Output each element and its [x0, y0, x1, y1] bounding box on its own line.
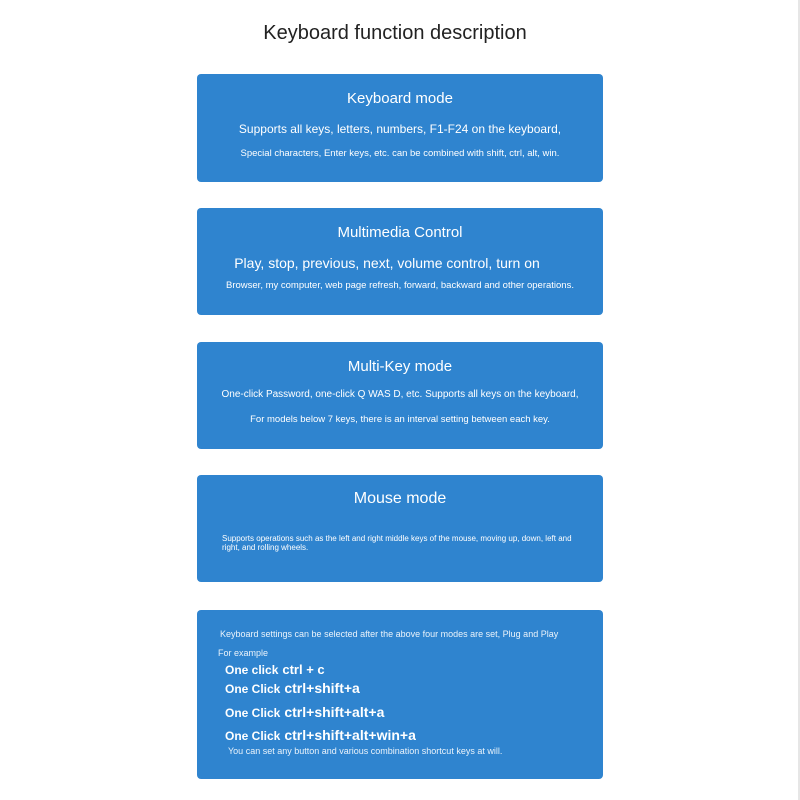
page-title: Keyboard function description	[263, 22, 527, 44]
card-line-2: For models below 7 keys, there is an interval setting between each key.	[250, 414, 550, 425]
card-title: Mouse mode	[353, 490, 447, 507]
card-line-2: Special characters, Enter keys, etc. can be combined with shift, ctrl, alt, win.	[240, 148, 560, 159]
example-label: For example	[218, 648, 269, 658]
combo-keys: ctrl + c	[282, 662, 325, 677]
card-title: Multi-Key mode	[347, 358, 453, 375]
card-line-1: Supports all keys, letters, numbers, F1-F24 on the keyboard,	[238, 122, 562, 136]
combo-1	[225, 661, 325, 679]
settings-intro: Keyboard settings can be selected after the above four modes are set, Plug and Play	[220, 629, 559, 639]
card-line-1: One-click Password, one-click Q WAS D, etc. Supports all keys on the keyboard,	[221, 389, 579, 400]
combo-3	[225, 704, 384, 722]
combo-prefix: One Click	[225, 706, 281, 720]
combo-4	[225, 727, 416, 745]
card-title: Keyboard mode	[347, 90, 453, 107]
keyboard-settings-card	[197, 610, 603, 779]
keyboard-mode-card	[197, 74, 603, 182]
mouse-mode-card	[197, 475, 603, 582]
card-title: Multimedia Control	[337, 224, 463, 241]
combo-keys: ctrl+shift+a	[284, 680, 360, 696]
combo-keys: ctrl+shift+alt+a	[284, 704, 385, 720]
combo-prefix: One click	[225, 663, 279, 677]
multimedia-control-card	[197, 208, 603, 315]
combo-keys: ctrl+shift+alt+win+a	[284, 727, 416, 743]
multi-key-mode-card	[197, 342, 603, 449]
settings-footer: You can set any button and various combination shortcut keys at will.	[228, 746, 503, 756]
card-line-2: Browser, my computer, web page refresh, forward, backward and other operations.	[226, 280, 574, 291]
card-line-1: Supports operations such as the left and right middle keys of the mouse, moving up, down, left and right, and rolling wheels.	[222, 534, 572, 552]
combo-prefix: One Click	[225, 729, 281, 743]
combo-2	[225, 680, 360, 698]
card-line-1: Play, stop, previous, next, volume control, turn on	[234, 255, 540, 271]
combo-prefix: One Click	[225, 682, 281, 696]
